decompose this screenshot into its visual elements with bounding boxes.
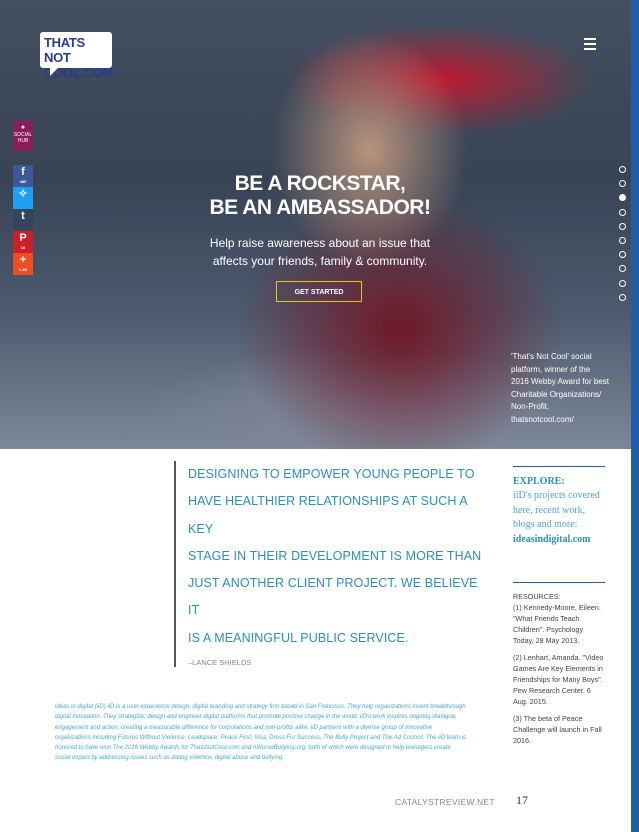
hero-title-line1: BE A ROCKSTAR,	[234, 172, 406, 195]
slide-dot[interactable]	[619, 280, 626, 287]
share-button-twitter[interactable]	[13, 187, 33, 209]
share-button-tumblr[interactable]	[13, 209, 33, 231]
caption-line: thatsnotcool.com/	[511, 414, 574, 424]
hamburger-menu-icon[interactable]	[584, 38, 596, 53]
facebook-icon: f	[21, 166, 25, 178]
slide-dot[interactable]	[619, 209, 626, 216]
site-url: CATALYSTREVIEW.NET	[395, 797, 495, 807]
resources-box	[513, 582, 605, 752]
explore-link[interactable]: ideasindigital.com	[513, 533, 591, 545]
caption-line: Charitable Organizations/	[511, 389, 602, 399]
slide-pagination	[619, 166, 629, 308]
get-started-button[interactable]: GET STARTED	[276, 281, 362, 302]
slide-dot[interactable]	[619, 223, 626, 230]
pull-quote-line: HAVE HEALTHIER RELATIONSHIPS AT SUCH A KEY	[188, 494, 468, 536]
photo-caption	[511, 351, 611, 426]
slide-dot[interactable]	[619, 237, 626, 244]
logo-text-line2: COOL.COM	[44, 65, 114, 80]
pull-quote-text	[188, 461, 488, 652]
page-number: 17	[516, 793, 528, 807]
pull-quote-line: STAGE IN THEIR DEVELOPMENT IS MORE THAN	[188, 548, 482, 563]
share-count: 1.4K	[18, 267, 28, 272]
logo-speech-tail	[50, 68, 58, 76]
share-button-pinterest[interactable]	[13, 231, 33, 253]
pull-quote-line: DESIGNING TO EMPOWER YOUNG PEOPLE TO	[188, 467, 475, 481]
hero-subtitle	[170, 234, 470, 270]
page-edge-bar	[631, 0, 639, 832]
plus-icon: +	[19, 254, 27, 266]
share-button-facebook[interactable]	[13, 165, 33, 187]
site-logo[interactable]	[40, 32, 114, 80]
share-bar	[13, 165, 33, 275]
slide-dot[interactable]	[619, 180, 626, 187]
pull-quote-line: IS A MEANINGFUL PUBLIC SERVICE.	[188, 630, 409, 645]
hero-title-line2: BE AN AMBASSADOR!	[209, 196, 431, 219]
caption-line: 'That's Not Cool' social	[511, 352, 592, 361]
social-hub-label: SOCIAL HUB	[13, 132, 33, 144]
caption-line: 2016 Webby Award for best	[511, 377, 609, 386]
tumblr-icon: t	[21, 210, 25, 222]
explore-box	[513, 466, 605, 547]
explore-title: EXPLORE:	[513, 476, 565, 487]
pull-quote	[174, 461, 488, 667]
slide-dot[interactable]	[619, 294, 626, 301]
slide-dot[interactable]	[619, 251, 626, 258]
pull-quote-author: –LANCE SHIELDS	[188, 658, 252, 668]
twitter-icon: ✧	[18, 188, 28, 200]
hero-subtitle-line2: affects your friends, family & community.	[212, 254, 428, 268]
resource-item-3: (3) The beta of Peace Challenge will launch in Fall 2016.	[513, 714, 602, 745]
logo-text-line1: THATS NOT	[44, 35, 85, 65]
explore-body: iiD's projects covered here, recent work, blogs and more:	[513, 490, 600, 530]
share-count: 10	[20, 245, 26, 250]
pull-quote-line: JUST ANOTHER CLIENT PROJECT. WE BELIEVE IT	[188, 576, 478, 618]
hero-title	[150, 172, 490, 220]
resources-title: RESOURCES:	[513, 592, 561, 601]
pinterest-icon: P	[19, 232, 27, 244]
slide-dot[interactable]	[619, 265, 626, 272]
slide-dot[interactable]	[619, 194, 626, 201]
social-hub-button[interactable]	[13, 121, 33, 151]
share-count: 480	[19, 179, 27, 184]
chat-icon: ●	[20, 124, 26, 131]
company-bio: ideas in digital (iiD) iiD is a user experience design, digital branding and strategy firm based in San Francisco. They help organizations invent breakthrough digital innovation. They strategize, design and engineer digital platforms that promote positive change in the world. iiD's work inspires ongoing dialogue, engagement and action, creating a measurable difference for corporations and non-profits alike. iiD partners with a diverse group of innovative organizations including Futures Without Violence, Leadspace, Peace First, Visa, Dress For Success, The Bully Project and The Ad Council. The iiD team is honored to have won The 2016 Webby Awards for ThatsNotCool.com and #WorseBullying.org, both of which were designed to help teenagers create social impact by addressing issues such as dating violence, digital abuse and bullying.	[55, 704, 467, 762]
share-button-plus[interactable]	[13, 253, 33, 275]
slide-dot[interactable]	[619, 166, 626, 173]
resource-item-2: (2) Lenhart, Amanda. "Video Games Are Key Elements in Friendships for Many Boys". Pew Research Center. 6 Aug. 2015.	[513, 653, 604, 706]
resource-item-1: (1) Kennedy-Moore, Eileen. "What Friends Teach Children". Psychology Today, 28 May 2013.	[513, 603, 601, 645]
caption-line: platform, winner of the	[511, 364, 591, 374]
caption-line: Non-Profit.	[511, 402, 550, 411]
hero-subtitle-line1: Help raise awareness about an issue that	[209, 236, 431, 250]
